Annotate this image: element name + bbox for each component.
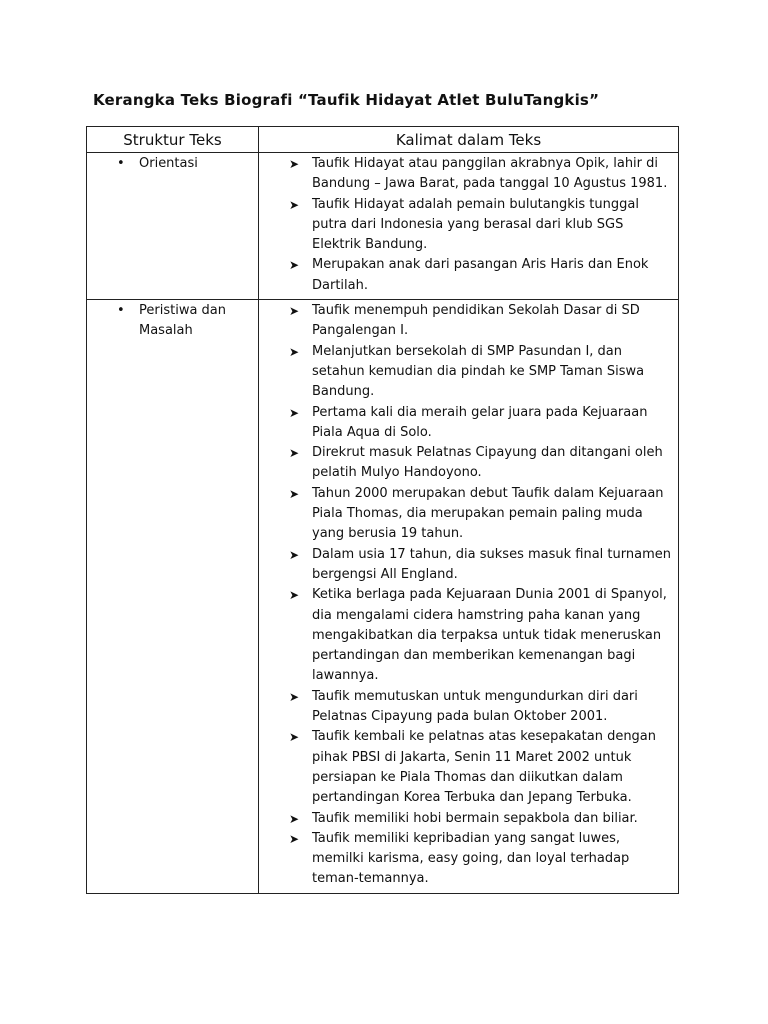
list-item — [259, 545, 672, 586]
list-item — [259, 809, 672, 829]
bullet-icon: • — [117, 303, 125, 319]
list-item — [259, 154, 672, 195]
list-item — [259, 829, 672, 890]
structure-item — [87, 154, 258, 174]
sentences-cell — [259, 300, 679, 894]
arrow-bullet-icon: ➤ — [289, 486, 300, 501]
biography-framework-table — [86, 126, 679, 894]
structure-item — [87, 301, 258, 342]
list-item — [259, 727, 672, 808]
list-item — [259, 484, 672, 545]
arrow-bullet-icon: ➤ — [289, 730, 300, 745]
table-header-row — [87, 127, 679, 153]
list-item — [259, 255, 672, 296]
sentence-text: Direkrut masuk Pelatnas Cipayung dan ditangani oleh pelatih Mulyo Handoyono. — [312, 445, 663, 481]
arrow-bullet-icon: ➤ — [289, 157, 300, 171]
structure-label: Peristiwa dan Masalah — [139, 303, 227, 339]
arrow-bullet-icon: ➤ — [289, 405, 300, 420]
list-item — [259, 585, 672, 686]
header-sentences: Kalimat dalam Teks — [259, 127, 679, 153]
arrow-bullet-icon: ➤ — [289, 197, 300, 212]
sentence-text: Taufik menempuh pendidikan Sekolah Dasar di SD Pangalengan I. — [312, 303, 640, 339]
arrow-bullet-icon: ➤ — [289, 304, 300, 319]
sentence-text: Ketika berlaga pada Kejuaraan Dunia 2001 di Spanyol, dia mengalami cidera hamstring paha kanan yang mengakibatkan dia terpaksa untuk tidak meneruskan pertandingan dan memberikan kemenangan bagi lawannya. — [312, 587, 667, 684]
list-item — [259, 687, 672, 728]
arrow-bullet-icon: ➤ — [289, 344, 300, 359]
sentence-text: Merupakan anak dari pasangan Aris Haris dan Enok Dartilah. — [312, 257, 649, 293]
arrow-bullet-icon: ➤ — [289, 258, 300, 273]
arrow-bullet-icon: ➤ — [289, 547, 300, 562]
sentence-text: Dalam usia 17 tahun, dia sukses masuk final turnamen bergengsi All England. — [312, 546, 671, 582]
sentence-text: Taufik memiliki kepribadian yang sangat luwes, memilki karisma, easy going, dan loyal terhadap teman-temannya. — [312, 830, 630, 887]
list-item — [259, 443, 672, 484]
structure-cell — [87, 300, 259, 894]
sentence-text: Taufik memutuskan untuk mengundurkan diri dari Pelatnas Cipayung pada bulan Oktober 2001. — [312, 688, 638, 725]
sentence-list — [259, 301, 672, 890]
header-structure: Struktur Teks — [87, 127, 259, 153]
sentence-text: Taufik kembali ke pelatnas atas kesepakatan dengan pihak PBSI di Jakarta, Senin 11 Maret 2002 untuk persiapan ke Piala Thomas dan diikutkan dalam pertandingan Korea Terbuka dan Jepang Terbuka. — [312, 729, 657, 806]
table-row-orientation — [87, 153, 679, 300]
arrow-bullet-icon: ➤ — [289, 588, 300, 603]
list-item — [259, 342, 672, 403]
structure-label: Orientasi — [139, 156, 198, 171]
list-item — [259, 403, 672, 444]
document-title: Kerangka Teks Biografi “Taufik Hidayat Atlet BuluTangkis” — [93, 91, 600, 109]
sentence-text: Pertama kali dia meraih gelar juara pada Kejuaraan Piala Aqua di Solo. — [312, 404, 648, 440]
list-item — [259, 195, 672, 256]
sentence-text: Taufik Hidayat atau panggilan akrabnya Opik, lahir di Bandung – Jawa Barat, pada tanggal 10 Agustus 1981. — [312, 156, 668, 192]
arrow-bullet-icon: ➤ — [289, 811, 300, 826]
sentences-cell — [259, 153, 679, 300]
sentence-text: Tahun 2000 merupakan debut Taufik dalam Kejuaraan Piala Thomas, dia merupakan pemain paling muda yang berusia 19 tahun. — [312, 485, 664, 542]
sentence-text: Taufik Hidayat adalah pemain bulutangkis tunggal putra dari Indonesia yang berasal dari klub SGS Elektrik Bandung. — [312, 196, 639, 253]
table-row-events — [87, 300, 679, 894]
list-item — [259, 301, 672, 342]
sentence-list — [259, 154, 672, 296]
sentence-text: Taufik memiliki hobi bermain sepakbola dan biliar. — [312, 810, 638, 826]
sentence-text: Melanjutkan bersekolah di SMP Pasundan I, dan setahun kemudian dia pindah ke SMP Taman Siswa Bandung. — [312, 343, 645, 400]
arrow-bullet-icon: ➤ — [289, 689, 300, 704]
arrow-bullet-icon: ➤ — [289, 831, 300, 846]
arrow-bullet-icon: ➤ — [289, 446, 300, 461]
bullet-icon: • — [117, 156, 125, 171]
structure-cell — [87, 153, 259, 300]
